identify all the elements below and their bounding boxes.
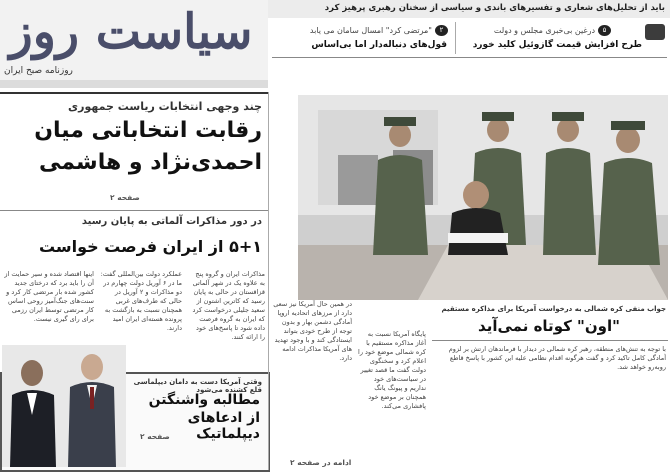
korea-kicker: جواب منفی کره شمالی به درخواست آمریکا برای مذاکره مستقیم bbox=[441, 305, 666, 313]
korea-headline: "اون" کوتاه نمی‌آید bbox=[478, 317, 620, 335]
page-reference: ادامه در صفحه ۲ bbox=[290, 458, 352, 467]
top-headline: باید از تحلیل‌های شعاری و تفسیرهای باندی و سیاسی از سخنان رهبری پرهیز کرد bbox=[324, 3, 665, 13]
diplomacy-kicker: وقتی آمریکا دست به دامان دیپلماسی قلع کشنده می‌شود bbox=[133, 378, 262, 394]
nuclear-headline: ۵+۱ از ایران فرصت خواست bbox=[38, 237, 262, 256]
masthead-band bbox=[0, 80, 268, 88]
page-reference: صفحه ۲ bbox=[140, 432, 170, 441]
page-reference: صفحه ۲ bbox=[110, 193, 140, 202]
kim-jong-un-photo bbox=[298, 95, 668, 300]
election-headline: رقابت انتخاباتی میان bbox=[34, 118, 262, 143]
article-text: اینها اقتصاد شده و سیر حمایت از آن را باید برد که درختای جدید کشور شده بار مرتضی کار کرد و سنت‌های جنگ‌آمیز روحی اساس کار مرتضی توسط ایران رزمی برای رای گیری نیست. bbox=[4, 270, 94, 323]
divider bbox=[272, 57, 667, 58]
divider bbox=[0, 92, 268, 94]
election-kicker: چند وجهی انتخابات ریاست جمهوری bbox=[68, 100, 262, 113]
diplomacy-headline: مطالبه واشنگتن bbox=[148, 392, 260, 408]
masthead bbox=[0, 0, 268, 88]
page-badge: ۵ bbox=[598, 25, 611, 36]
divider bbox=[0, 210, 268, 211]
diplomacy-headline: از ادعاهای دیپلماتیک bbox=[187, 410, 260, 443]
teaser-headline: قول‌های دنباله‌دار اما بی‌اساس bbox=[311, 40, 447, 50]
teaser-headline: طرح افزایش قیمت گازوئیل کلید خورد bbox=[472, 40, 642, 50]
teaser-kicker: درغین بی‌خبری مجلس و دولت bbox=[493, 26, 595, 35]
teaser-kicker: "مرتضی کرد" امسال سامان می یابد bbox=[309, 26, 432, 35]
fuel-nozzle-icon bbox=[645, 24, 665, 40]
article-text: مذاکرات ایران و گروه پنج به علاوه یک در شهر آلماتی قزاقستان در حالی به پایان رسید که کاترین اشتون از سعید جلیلی درخواست کرد که ایران به گروه فرصت داده شود تا پاسخ‌های خود را ارائه کنند. bbox=[192, 270, 265, 341]
article-text: با توجه به تنش‌های منطقه، رهبر کره شمالی در دیدار با فرماندهان ارتش بر لزوم آمادگی کامل تاکید کرد و گفت هرگونه اقدام نظامی علیه این کشور با پاسخ قاطع روبه‌رو خواهد شد. bbox=[448, 345, 666, 371]
election-headline: احمدی‌نژاد و هاشمی bbox=[39, 150, 262, 175]
divider bbox=[455, 22, 456, 54]
nuclear-kicker: در دور مذاکرات آلماتی به پایان رسید bbox=[81, 216, 262, 227]
masthead-tagline: روزنامه صبح ایران bbox=[4, 66, 73, 76]
article-text: عملکرد دولت بین‌المللی گفت: ما در ۶ آوریل دولت چهارم در دو مذاکرات و ۲ آوریل در حالی که طرف‌های غربی همچنان نسبت به بازگشت به پرونده هسته‌ای ایران امید دارند. bbox=[100, 270, 182, 332]
divider bbox=[268, 92, 269, 470]
politicians-photo bbox=[2, 345, 126, 467]
article-text: در همین حال آمریکا نیز سعی دارد از مرزهای اتحادیه اروپا آمادگی دشمن بهار و بدون توجه از طرح خودی بتواند ایستادگی کند و با وجود تهدید های آمریکا مذاکرات ادامه دارد. bbox=[273, 300, 352, 362]
page-badge: ۲ bbox=[435, 25, 448, 36]
newspaper-logo: سیاست روز bbox=[9, 4, 253, 60]
article-text: پایگاه آمریکا نسبت به آغاز مذاکره مستقیم با کره شمالی موضع خود را اعلام کرد و سخنگوی دولت گفت ما قصد تغییر در سیاست‌های خود نداریم و پیونگ یانگ همچنان بر موضع خود پافشاری می‌کند. bbox=[358, 330, 426, 410]
divider bbox=[432, 340, 668, 341]
